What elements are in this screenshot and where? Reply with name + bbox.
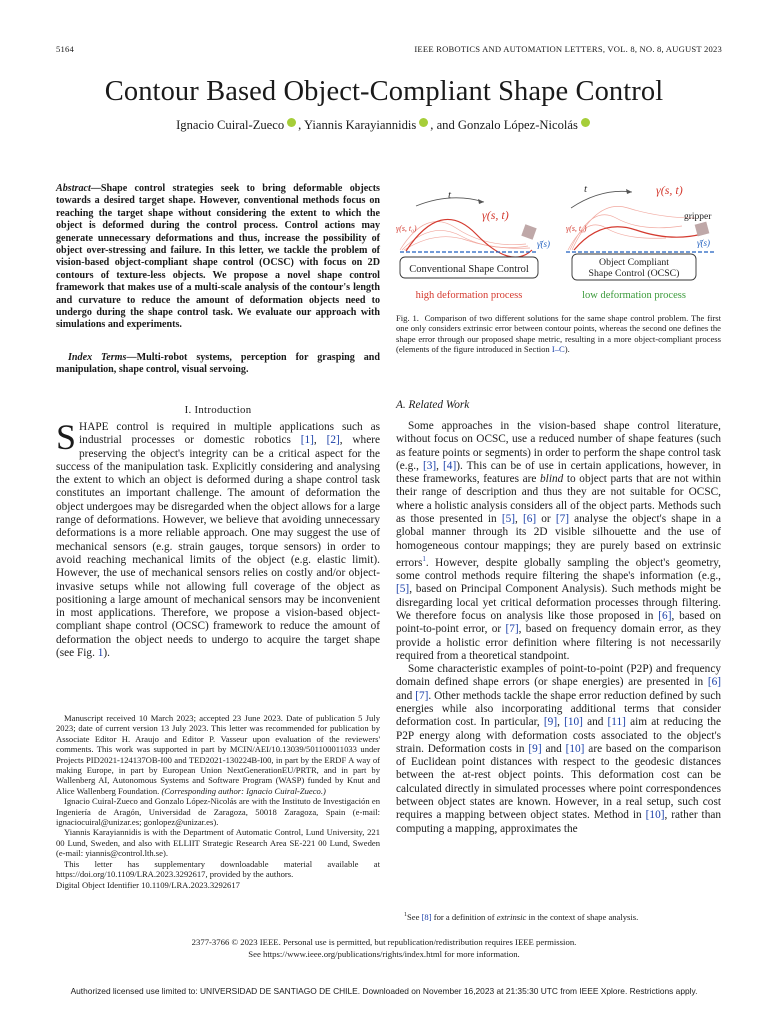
citation-link[interactable]: [5] xyxy=(396,583,410,596)
related-paragraph-1: Some approaches in the vision-based shape control literature, without focus on OCSC, use a reduced number of shape features (such as feature points or segments) in order to perform the shape control task (e.g., [3], [4]). This can be of use in certain applications, however, in these frameworks, features are blind to object parts that are not within their range of description and thus they are not suitable for OCSC, where a holistic analysis considers all of the object parts. Methods such as those presented in [5], [6] or [7] analyse the object's shape in a global manner through its 2D visible silhouette and the use of homogeneous contour mappings; they are purely based on extrinsic errors$^1$. However, despite globally sampling the object's geometry, some control methods require filtering the shape's information (e.g., [5], based on Principal Component Analysis). Such methods might be disregarding local yet critical deformation processes through filtering. We therefore focus on analysis like those proposed in [6], based on point-to-point error, or [7], based on frequency domain error, as they provide a holistic error definition where filtering is not necessarily required from a theoretical standpoint. xyxy=(396,420,722,662)
footnote-marker: 1 xyxy=(404,912,407,919)
author-1: Ignacio Cuiral-Zueco xyxy=(176,118,285,132)
index-terms-text: —Multi-robot systems, perception for grasping and manipulation, shape control, visual servoing. xyxy=(56,352,380,376)
citation-link[interactable]: [7] xyxy=(415,689,429,702)
footnote-affiliation-2: Yiannis Karayiannidis is with the Department of Automatic Control, Lund University, 221 00 Lund, Sweden, and also with ELLIIT Strategic Research Area SE-221 00 Lund, Sweden (e-mail: yiannis@control.lth.se). xyxy=(56,827,380,859)
subsection-heading: A. Related Work xyxy=(396,399,470,411)
footnote-link[interactable]: 1 xyxy=(422,554,426,563)
authorized-use-notice: Authorized licensed use limited to: UNIVERSIDAD DE SANTIAGO DE CHILE. Downloaded on November 16,2023 at 21:35:30 UTC from IEEE Xplore. Restrictions apply. xyxy=(70,986,698,996)
citation-link[interactable]: [10] xyxy=(564,716,583,729)
author-2: Yiannis Karayiannidis xyxy=(304,118,417,132)
paper-title: Contour Based Object-Compliant Shape Control xyxy=(104,76,664,107)
citation-link[interactable]: [3] xyxy=(422,459,437,472)
citation-link[interactable]: [7] xyxy=(505,623,519,636)
method-label-right-2: Shape Control (OCSC) xyxy=(588,268,680,279)
gripper-block xyxy=(695,222,710,237)
section-link[interactable]: I–C xyxy=(551,344,565,355)
author-list: Ignacio Cuiral-Zueco , Yiannis Karayiannidis , and Gonzalo López-Nicolás xyxy=(0,118,768,133)
caption-label: Fig. 1. xyxy=(396,313,419,323)
citation-link[interactable]: [6] xyxy=(707,676,721,689)
time-label-right: t xyxy=(584,183,588,195)
citation-link[interactable]: [11] xyxy=(607,716,626,729)
caption-text: ). xyxy=(564,344,570,355)
citation-link[interactable]: [6] xyxy=(658,609,672,622)
drop-cap: S xyxy=(56,417,77,457)
footnotes xyxy=(56,713,380,890)
citation-link[interactable]: [9] xyxy=(528,742,542,755)
citation-link[interactable]: [4] xyxy=(443,459,457,472)
outcome-label-right: low deformation process xyxy=(582,290,686,301)
footnote-manuscript: Manuscript received 10 March 2023; accepted 23 June 2023. Date of publication 5 July 2023; date of current version 13 July 2023. This letter was recommended for publication by Associate Editor H. Araujo and Editor P. Vasseur upon evaluation of the reviewers' comments. This work was supported in part by MCIN/AEI/10.13039/501100011033 under Projects PID2021-124137OB-I00 and TED2021-130224B-I00, in part by the ERDF A way of making Europe, in part by European Union NextGenerationEU/PRTR, and in part by Wallenberg AI, Autonomous Systems and Software Program (WASP) funded by Knut and Alice Wallenberg Foundation. (Corresponding author: Ignacio Cuiral-Zueco.) xyxy=(56,713,380,796)
target-label-left: γ̄(s) xyxy=(537,239,551,249)
contour-trace xyxy=(570,215,682,250)
figure-1 xyxy=(396,178,721,308)
intro-paragraph xyxy=(56,417,380,660)
copyright-notice xyxy=(0,937,768,960)
method-label-right-1: Object Compliant xyxy=(599,257,669,268)
time-label-left: t xyxy=(448,189,452,201)
citation-link[interactable]: [10] xyxy=(645,809,665,822)
citation-link[interactable]: [6] xyxy=(522,513,537,526)
time-arrow xyxy=(571,191,632,208)
intro-text: , where preserving the object's integrity can be a critical aspect for the success of the manipulation task. Explicitly considering and analysing the extent to which an object is deformed during a shape control task constitutes an important challenge. The amount of deformation the object undergoes may be disregarded when the object allows for a large range of deformations. However, we believe that avoiding unnecessary deformations is a more reliable approach. One may suggest the use of mechanical sensors (e.g. strain gauges, torque sensors) in order to avoid reaching mechanical limits of the object (e.g. elastic limit). However, the use of mechanical sensors relies on costly and/or object-invasive setups while not allowing full coverage of the object as positioning a large amount of mechanical sensors may be inconvenient in most applications. Therefore, we propose a vision-based object-compliant shape control (OCSC) framework to reduce the amount of deformation the object needs to undergo to acquire the target shape (see Fig. xyxy=(56,434,380,660)
citation-link[interactable]: [2] xyxy=(326,434,340,447)
current-contour xyxy=(574,227,702,250)
citation-link[interactable]: [1] xyxy=(300,434,314,447)
footnote-affiliation-1: Ignacio Cuiral-Zueco and Gonzalo López-Nicolás are with the Instituto de Investigación en Ingeniería de Aragón, Universidad de Zaragoza, 50018 Zaragoza, Spain (e-mail: ignaciocuiral@unizar.es; gonlopez@unizar.es). xyxy=(56,796,380,828)
citation-link[interactable]: [5] xyxy=(501,513,516,526)
citation-link[interactable]: [8] xyxy=(421,912,432,922)
orcid-icon[interactable] xyxy=(419,118,428,127)
right-footnote: $^1$See [8] for a definition of extrinsic in the context of shape analysis. xyxy=(404,912,639,922)
citation-link[interactable]: [7] xyxy=(555,513,570,526)
gamma0-label-right: γ(s, t₀) xyxy=(566,224,587,233)
copyright-line-1: 2377-3766 © 2023 IEEE. Personal use is permitted, but republication/redistribution requires IEEE permission. xyxy=(191,937,577,947)
abstract xyxy=(56,183,380,332)
gamma-label-right: γ(s, t) xyxy=(656,183,683,197)
citation-link[interactable]: [9] xyxy=(543,716,558,729)
contour-trace xyxy=(400,222,526,250)
abstract-label: Abstract xyxy=(56,183,91,194)
footnote-supplementary: This letter has supplementary downloadable material available at https://doi.org/10.1109/LRA.2023.3292617, provided by the authors. xyxy=(56,858,380,880)
gamma0-label-left: γ(s, t₀) xyxy=(396,224,417,233)
contour-trace xyxy=(572,206,696,250)
orcid-icon[interactable] xyxy=(287,118,296,127)
index-terms-label: Index Terms xyxy=(68,352,127,363)
gamma-label-left: γ(s, t) xyxy=(482,208,509,222)
copyright-line-2: See https://www.ieee.org/publications/rights/index.html for more information. xyxy=(248,948,520,959)
intro-text: HAPE control is required in multiple applications such as industrial processes or domestic robotics xyxy=(79,421,380,447)
citation-link[interactable]: [10] xyxy=(565,742,585,755)
caption-text: Comparison of two different solutions for the same shape control problem. The first one only considers extrinsic error between contour points, whereas the second one defines the shape error through our proposed shape metric, resulting in a more object-compliant process (elements of the figure introduced in Section xyxy=(396,313,721,355)
index-terms xyxy=(56,352,380,377)
abstract-text: —Shape control strategies seek to bring deformable objects towards a desired target shape. However, conventional methods focus on reaching the target shape without considering the extent to which the object is deformed during the control process. Control actions may generate unnecessary deformations and thus, increase the possibility of object over-stressing and failure. In this letter, we tackle the problem of vision-based object-compliant shape control (OCSC) with focus on 2D contours of texture-less objects. We propose a novel shape control framework that makes use of a multi-scale analysis of the contour's length and curvature to reduce the amount of deformation objects need to undergo during the shape control task. We evaluate our approach with simulations and experiments. xyxy=(56,183,380,331)
figure-link[interactable]: 1 xyxy=(97,647,104,660)
gripper-block xyxy=(521,224,536,239)
target-label-right: γ̄(s) xyxy=(697,238,711,248)
method-label-left: Conventional Shape Control xyxy=(409,264,529,275)
journal-header: IEEE ROBOTICS AND AUTOMATION LETTERS, VOL. 8, NO. 8, AUGUST 2023 xyxy=(414,44,722,54)
intro-text: , xyxy=(313,434,327,447)
intro-text: ). xyxy=(103,647,110,660)
figure-1-illustration xyxy=(396,178,721,308)
page-number: 5164 xyxy=(56,44,74,54)
outcome-label-left: high deformation process xyxy=(415,290,523,301)
author-3: and Gonzalo López-Nicolás xyxy=(436,118,578,132)
orcid-icon[interactable] xyxy=(581,118,590,127)
footnote-doi: Digital Object Identifier 10.1109/LRA.2023.3292617 xyxy=(56,879,240,890)
related-work xyxy=(396,420,721,836)
figure-caption xyxy=(396,313,721,355)
gripper-label: gripper xyxy=(684,212,712,222)
related-paragraph-2: Some characteristic examples of point-to-point (P2P) and frequency domain defined shape errors (or shape energies) are presented in [6] and [7]. Other methods tackle the shape error reduction defined by such energies while also incorporating additional terms that consider deformation cost. In particular, [9], [10] and [11] aim at reducing the P2P energy along with deformation costs associated to the object's strain. Deformation costs in [9] and [10] are based on the comparison of Euclidean point distances with respect to the geodesic distances between the at-rest object points. This deformation cost can be calculated directly in simulated processes where point correspondences between object states are known. However, in a real setup, such cost requires a mapping between object states. Method in [10], rather than computing a mapping, approximates the xyxy=(396,663,722,835)
section-heading-intro: I. Introduction xyxy=(184,404,252,416)
